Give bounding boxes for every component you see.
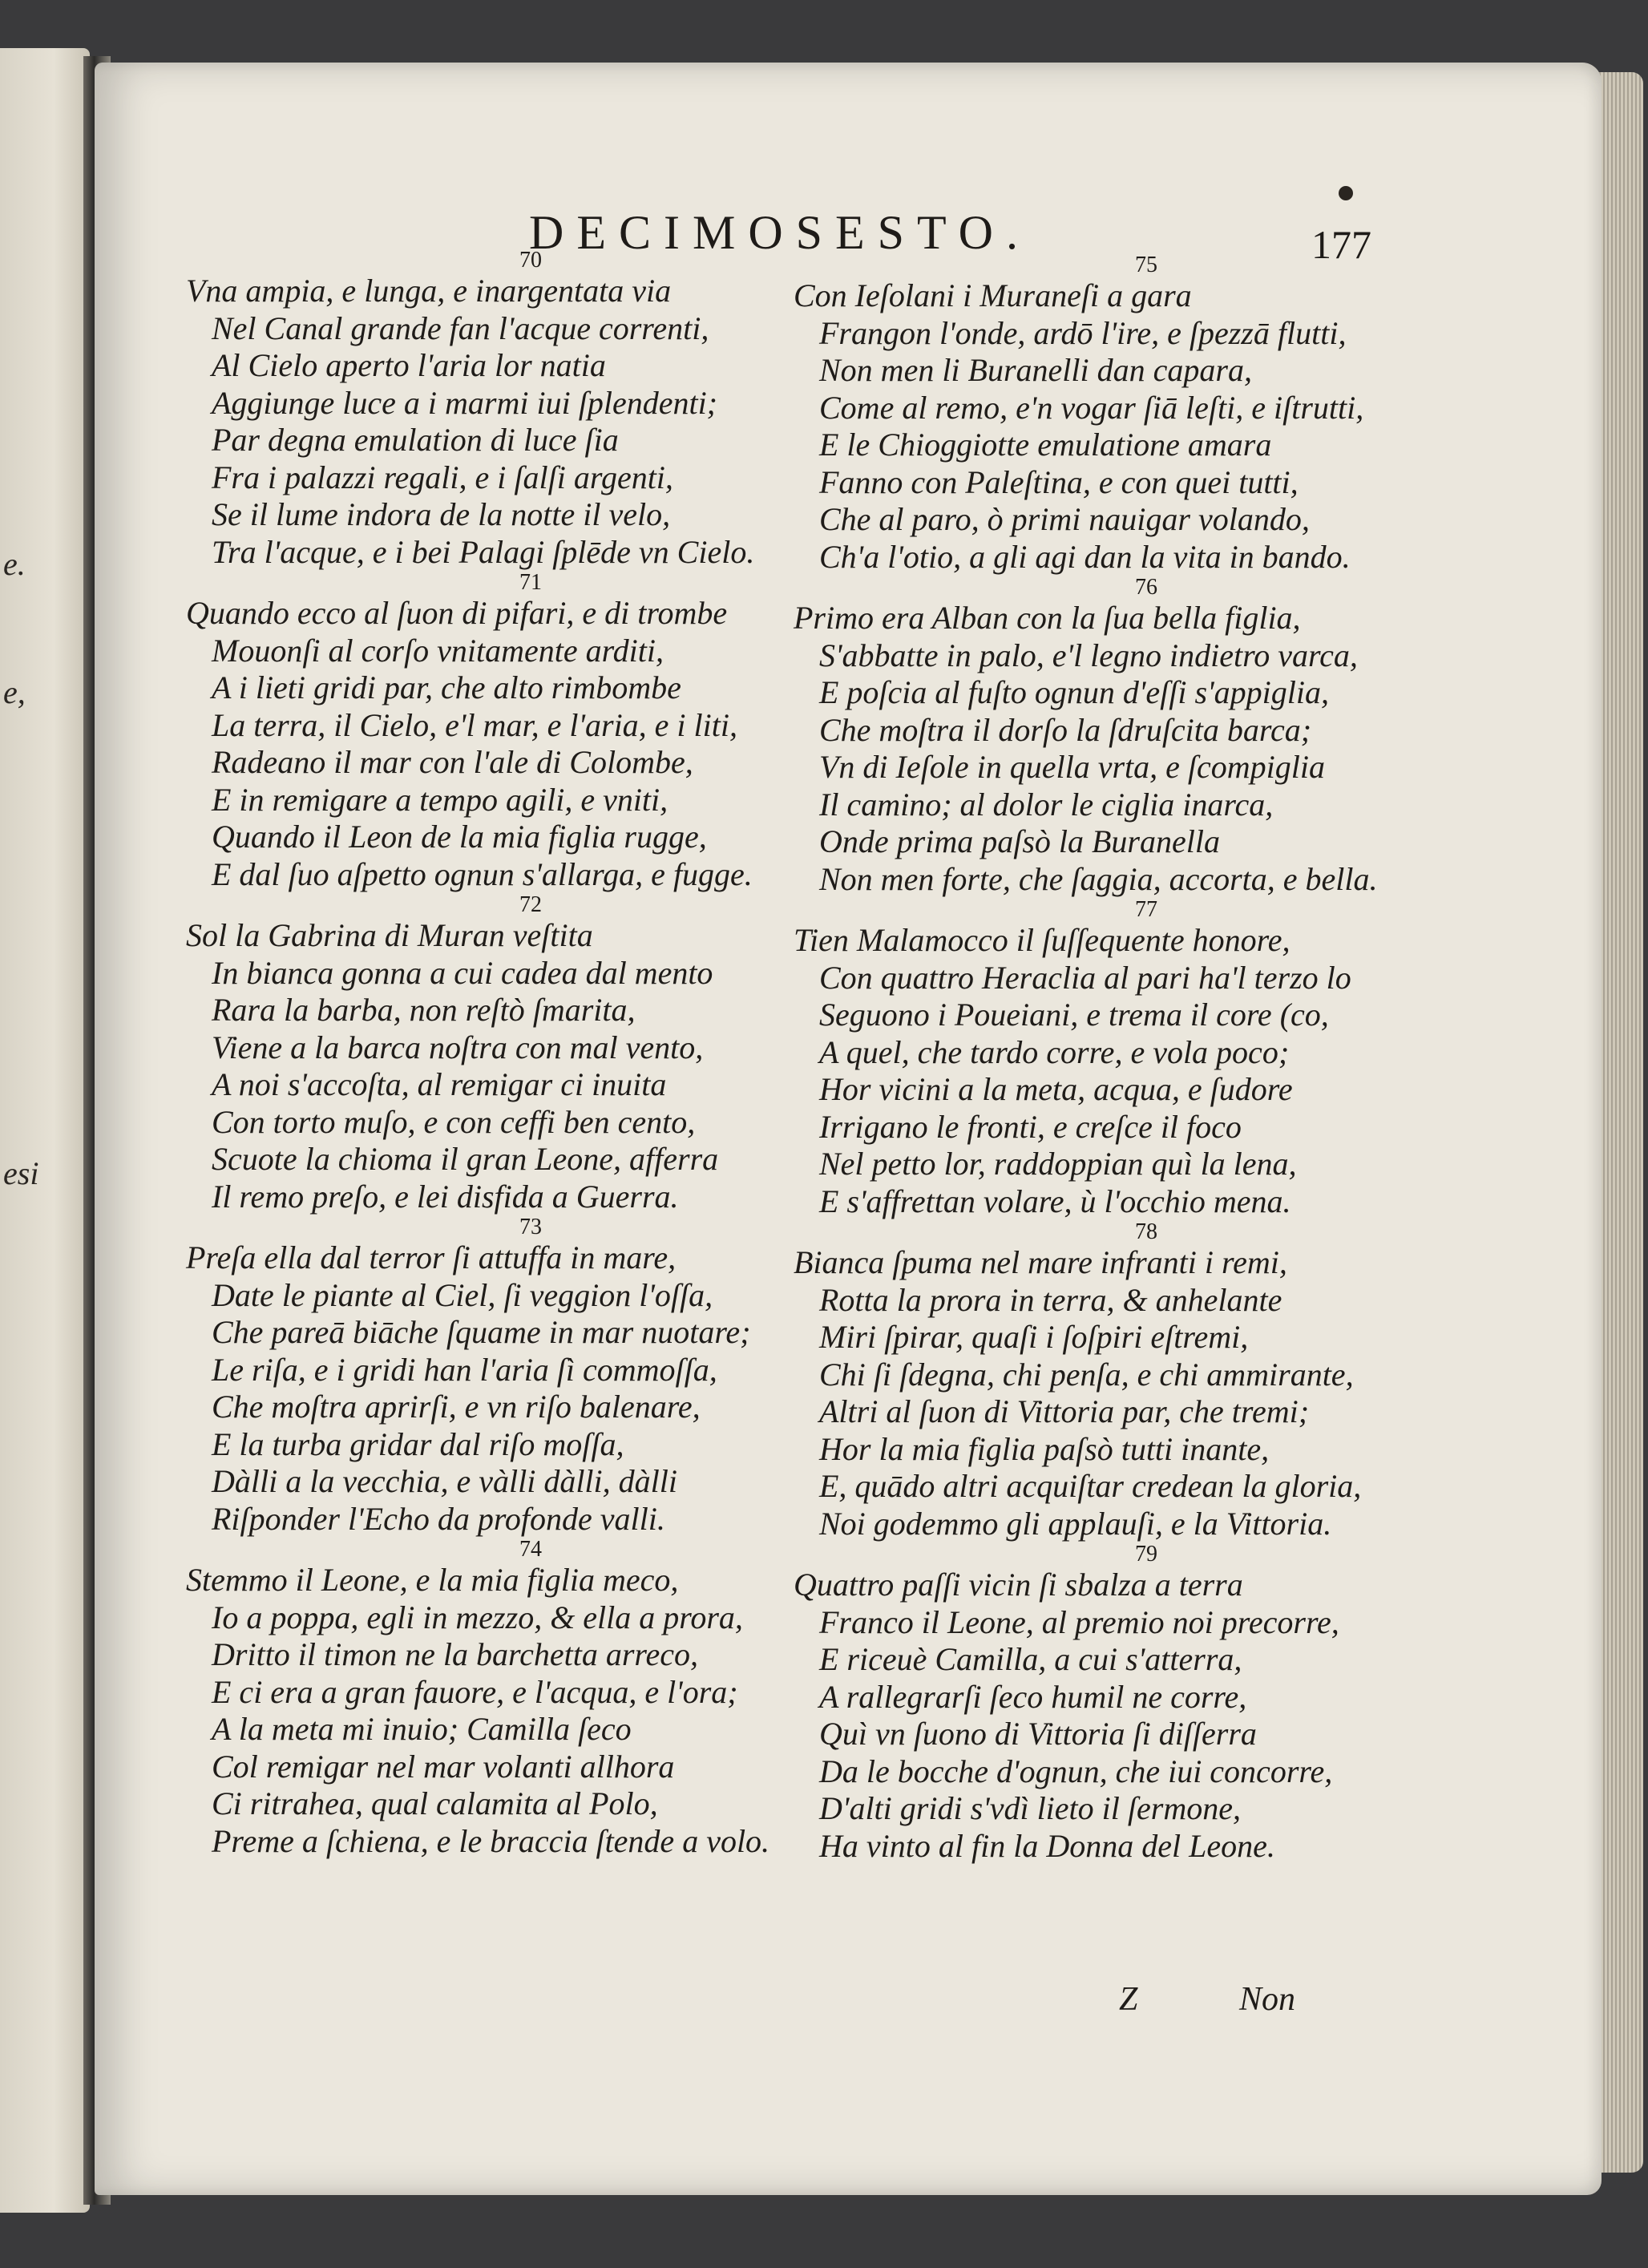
verse-line: E s'affrettan volare, ù l'occhio mena. — [819, 1183, 1291, 1219]
verse-line: Ci ritrahea, qual calamita al Polo, — [212, 1785, 658, 1821]
verse-line: Primo era Alban con la ſua bella figlia, — [794, 600, 1301, 636]
verse-line: Riſponder l'Echo da profonde valli. — [212, 1500, 665, 1537]
stanza — [794, 1542, 1403, 1865]
verse-line: A noi s'accoſta, al remigar ci inuita — [212, 1066, 667, 1102]
verse-line: Chi ſi ſdegna, chi penſa, e chi ammirante, — [819, 1356, 1354, 1393]
verse-line: Da le bocche d'ognun, che iui concorre, — [819, 1753, 1333, 1789]
verse-line: Sol la Gabrina di Muran veſtita — [186, 917, 593, 953]
verse-line: E le Chioggiotte emulatione amara — [819, 427, 1272, 463]
stanza — [186, 1215, 779, 1538]
verse-line: Preſa ella dal terror ſi attuffa in mare, — [186, 1239, 677, 1275]
left-column — [186, 249, 779, 1860]
stanza-number: 73 — [519, 1215, 542, 1239]
stanza-number: 72 — [519, 892, 542, 917]
left-page-edge — [0, 48, 90, 2213]
catchword: Non — [1239, 1981, 1296, 2018]
verse-line: D'alti gridi s'vdì lieto il ſermone, — [819, 1790, 1241, 1826]
verse-line: Par degna emulation di luce ſia — [212, 422, 619, 458]
verse-line: Nel Canal grande fan l'acque correnti, — [212, 309, 709, 346]
verse-line: Io a poppa, egli in mezzo, & ella a prora, — [212, 1599, 743, 1635]
verse-line: Vn di Ieſole in quella vrta, e ſcompiglia — [819, 749, 1325, 785]
verse-line: A i lieti gridi par, che alto rimbombe — [212, 669, 681, 705]
verse-line: E, quādo altri acquiſtar credean la gloria, — [819, 1468, 1362, 1504]
stanza-number: 77 — [1135, 897, 1157, 922]
verse-line: La terra, il Cielo, e'l mar, e l'aria, e i liti, — [212, 706, 737, 743]
verse-line: E in remigare a tempo agili, e vniti, — [212, 781, 668, 818]
verse-line: Radeano il mar con l'ale di Colombe, — [212, 744, 693, 780]
verse-line: Al Cielo aperto l'aria lor natia — [212, 347, 606, 383]
running-head: DECIMOSESTO. — [529, 206, 1031, 259]
verse-line: Mouonſi al corſo vnitamente arditi, — [212, 632, 664, 669]
verse-line: Miri ſpirar, quaſi i ſoſpiri eſtremi, — [819, 1319, 1249, 1355]
stanza-number: 79 — [1135, 1542, 1157, 1567]
verse-line: Con quattro Heraclia al pari ha'l terzo lo — [819, 959, 1351, 996]
stanza — [186, 571, 779, 893]
stanza — [186, 893, 779, 1215]
left-page-fragment: e, — [3, 674, 26, 710]
verse-line: Rotta la prora in terra, & anhelante — [819, 1281, 1282, 1318]
verse-line: A quel, che tardo corre, e vola poco; — [819, 1033, 1290, 1070]
stanza-number: 78 — [1135, 1219, 1157, 1244]
verse-line: Viene a la barca noſtra con mal vento, — [212, 1029, 704, 1065]
verse-line: Dàlli a la vecchia, e vàlli dàlli, dàlli — [212, 1463, 677, 1499]
verse-line: Aggiunge luce a i marmi iui ſplendenti; — [212, 384, 717, 421]
verse-line: Come al remo, e'n vogar ſiā leſti, e iſtrutti, — [819, 389, 1364, 426]
verse-line: Le riſa, e i gridi han l'aria ſì commoſſa, — [212, 1351, 717, 1388]
verse-line: Rara la barba, non reſtò ſmarita, — [212, 992, 636, 1028]
page-stack-edge — [1597, 72, 1643, 2173]
verse-line: Con Ieſolani i Muraneſi a gara — [794, 277, 1192, 313]
verse-line: Irrigano le fronti, e creſce il foco — [819, 1108, 1242, 1145]
verse-line: Che pareā biāche ſquame in mar nuotare; — [212, 1314, 751, 1350]
stanza — [186, 1538, 779, 1860]
verse-line: A rallegrarſi ſeco humil ne corre, — [819, 1678, 1247, 1715]
stanza — [186, 249, 779, 571]
verse-line: Franco il Leone, al premio noi precorre, — [819, 1603, 1339, 1640]
verse-line: E riceuè Camilla, a cui s'atterra, — [819, 1641, 1242, 1677]
verse-line: Se il lume indora de la notte il velo, — [212, 496, 671, 532]
verse-line: Ha vinto al fin la Donna del Leone. — [819, 1827, 1275, 1864]
verse-line: Hor la mia figlia paſsò tutti inante, — [819, 1430, 1270, 1467]
verse-line: Ch'a l'otio, a gli agi dan la vita in bando. — [819, 538, 1351, 575]
verse-line: Stemmo il Leone, e la mia figlia meco, — [186, 1562, 679, 1598]
stanza — [794, 1220, 1403, 1542]
stanza-number: 76 — [1135, 575, 1157, 600]
verse-line: Fanno con Paleſtina, e con quei tutti, — [819, 463, 1299, 500]
verse-line: Nel petto lor, raddoppian quì la lena, — [819, 1146, 1297, 1182]
ink-dot — [1339, 186, 1353, 200]
verse-line: Quì vn ſuono di Vittoria ſi diſſerra — [819, 1716, 1257, 1752]
verse-line: Onde prima paſsò la Buranella — [819, 823, 1220, 859]
verse-line: Quattro paſſi vicin ſi sbalza a terra — [794, 1567, 1243, 1603]
verse-line: Dritto il timon ne la barchetta arreco, — [212, 1636, 698, 1672]
verse-line: Preme a ſchiena, e le braccia ſtende a volo. — [212, 1822, 770, 1859]
verse-line: Noi godemmo gli applauſi, e la Vittoria. — [819, 1505, 1332, 1542]
verse-line: Non men li Buranelli dan capara, — [819, 352, 1252, 388]
verse-line: Seguono i Poueiani, e trema il core (co, — [819, 997, 1329, 1033]
stanza-number: 75 — [1135, 253, 1157, 277]
verse-line: Il remo preſo, e lei disfida a Guerra. — [212, 1178, 679, 1215]
verse-line: Con torto muſo, e con ceffi ben cento, — [212, 1103, 696, 1140]
verse-line: Tra l'acque, e i bei Palagi ſplēde vn Cielo. — [212, 533, 755, 570]
verse-line: Quando il Leon de la mia figlia rugge, — [212, 819, 707, 855]
verse-line: E poſcia al fuſto ognun d'eſſi s'appiglia, — [819, 674, 1329, 710]
stanza-number: 70 — [519, 248, 542, 273]
verse-line: Quando ecco al ſuon di pifari, e di trombe — [186, 595, 728, 631]
verse-line: Bianca ſpuma nel mare infranti i remi, — [794, 1244, 1287, 1280]
verse-line: S'abbatte in palo, e'l legno indietro varca, — [819, 637, 1358, 673]
stanza — [794, 576, 1403, 898]
verse-line: Vna ampia, e lunga, e inargentata via — [186, 273, 672, 309]
verse-line: Frangon l'onde, ardō l'ire, e ſpezzā flutti, — [819, 314, 1347, 351]
stanza — [794, 253, 1403, 576]
verse-line: E la turba gridar dal riſo moſſa, — [212, 1425, 624, 1462]
verse-line: E dal ſuo aſpetto ognun s'allarga, e fugge. — [212, 855, 753, 892]
verse-line: A la meta mi inuio; Camilla ſeco — [212, 1711, 632, 1747]
right-column — [794, 253, 1403, 1865]
stanza-number: 71 — [519, 570, 542, 595]
verse-line: Altri al ſuon di Vittoria par, che tremi; — [819, 1393, 1310, 1429]
verse-line: Il camino; al dolor le ciglia inarca, — [819, 786, 1274, 823]
verse-line: Che moſtra il dorſo la ſdruſcita barca; — [819, 711, 1312, 748]
stanza-number: 74 — [519, 1537, 542, 1562]
signature-mark: Z — [1119, 1981, 1138, 2018]
verse-line: Col remigar nel mar volanti allhora — [212, 1748, 675, 1785]
verse-line: Tien Malamocco il ſuſſequente honore, — [794, 922, 1291, 958]
verse-line: E ci era a gran fauore, e l'acqua, e l'ora; — [212, 1673, 738, 1710]
verse-line: Che moſtra aprirſi, e vn riſo balenare, — [212, 1389, 701, 1425]
verse-line: Hor vicini a la meta, acqua, e ſudore — [819, 1071, 1293, 1107]
stanza — [794, 898, 1403, 1220]
verse-line: Scuote la chioma il gran Leone, afferra — [212, 1141, 719, 1177]
verse-line: In bianca gonna a cui cadea dal mento — [212, 954, 713, 991]
verse-line: Non men forte, che ſaggia, accorta, e bella. — [819, 860, 1378, 897]
left-page-fragment: esi — [3, 1155, 39, 1191]
verse-line: Che al paro, ò primi nauigar volando, — [819, 501, 1310, 537]
left-page-fragment: e. — [3, 546, 26, 582]
verse-line: Fra i palazzi regali, e i ſalſi argenti, — [212, 459, 673, 495]
verse-line: Date le piante al Ciel, ſi veggion l'oſſa, — [212, 1276, 713, 1313]
page-number: 177 — [1311, 222, 1371, 267]
